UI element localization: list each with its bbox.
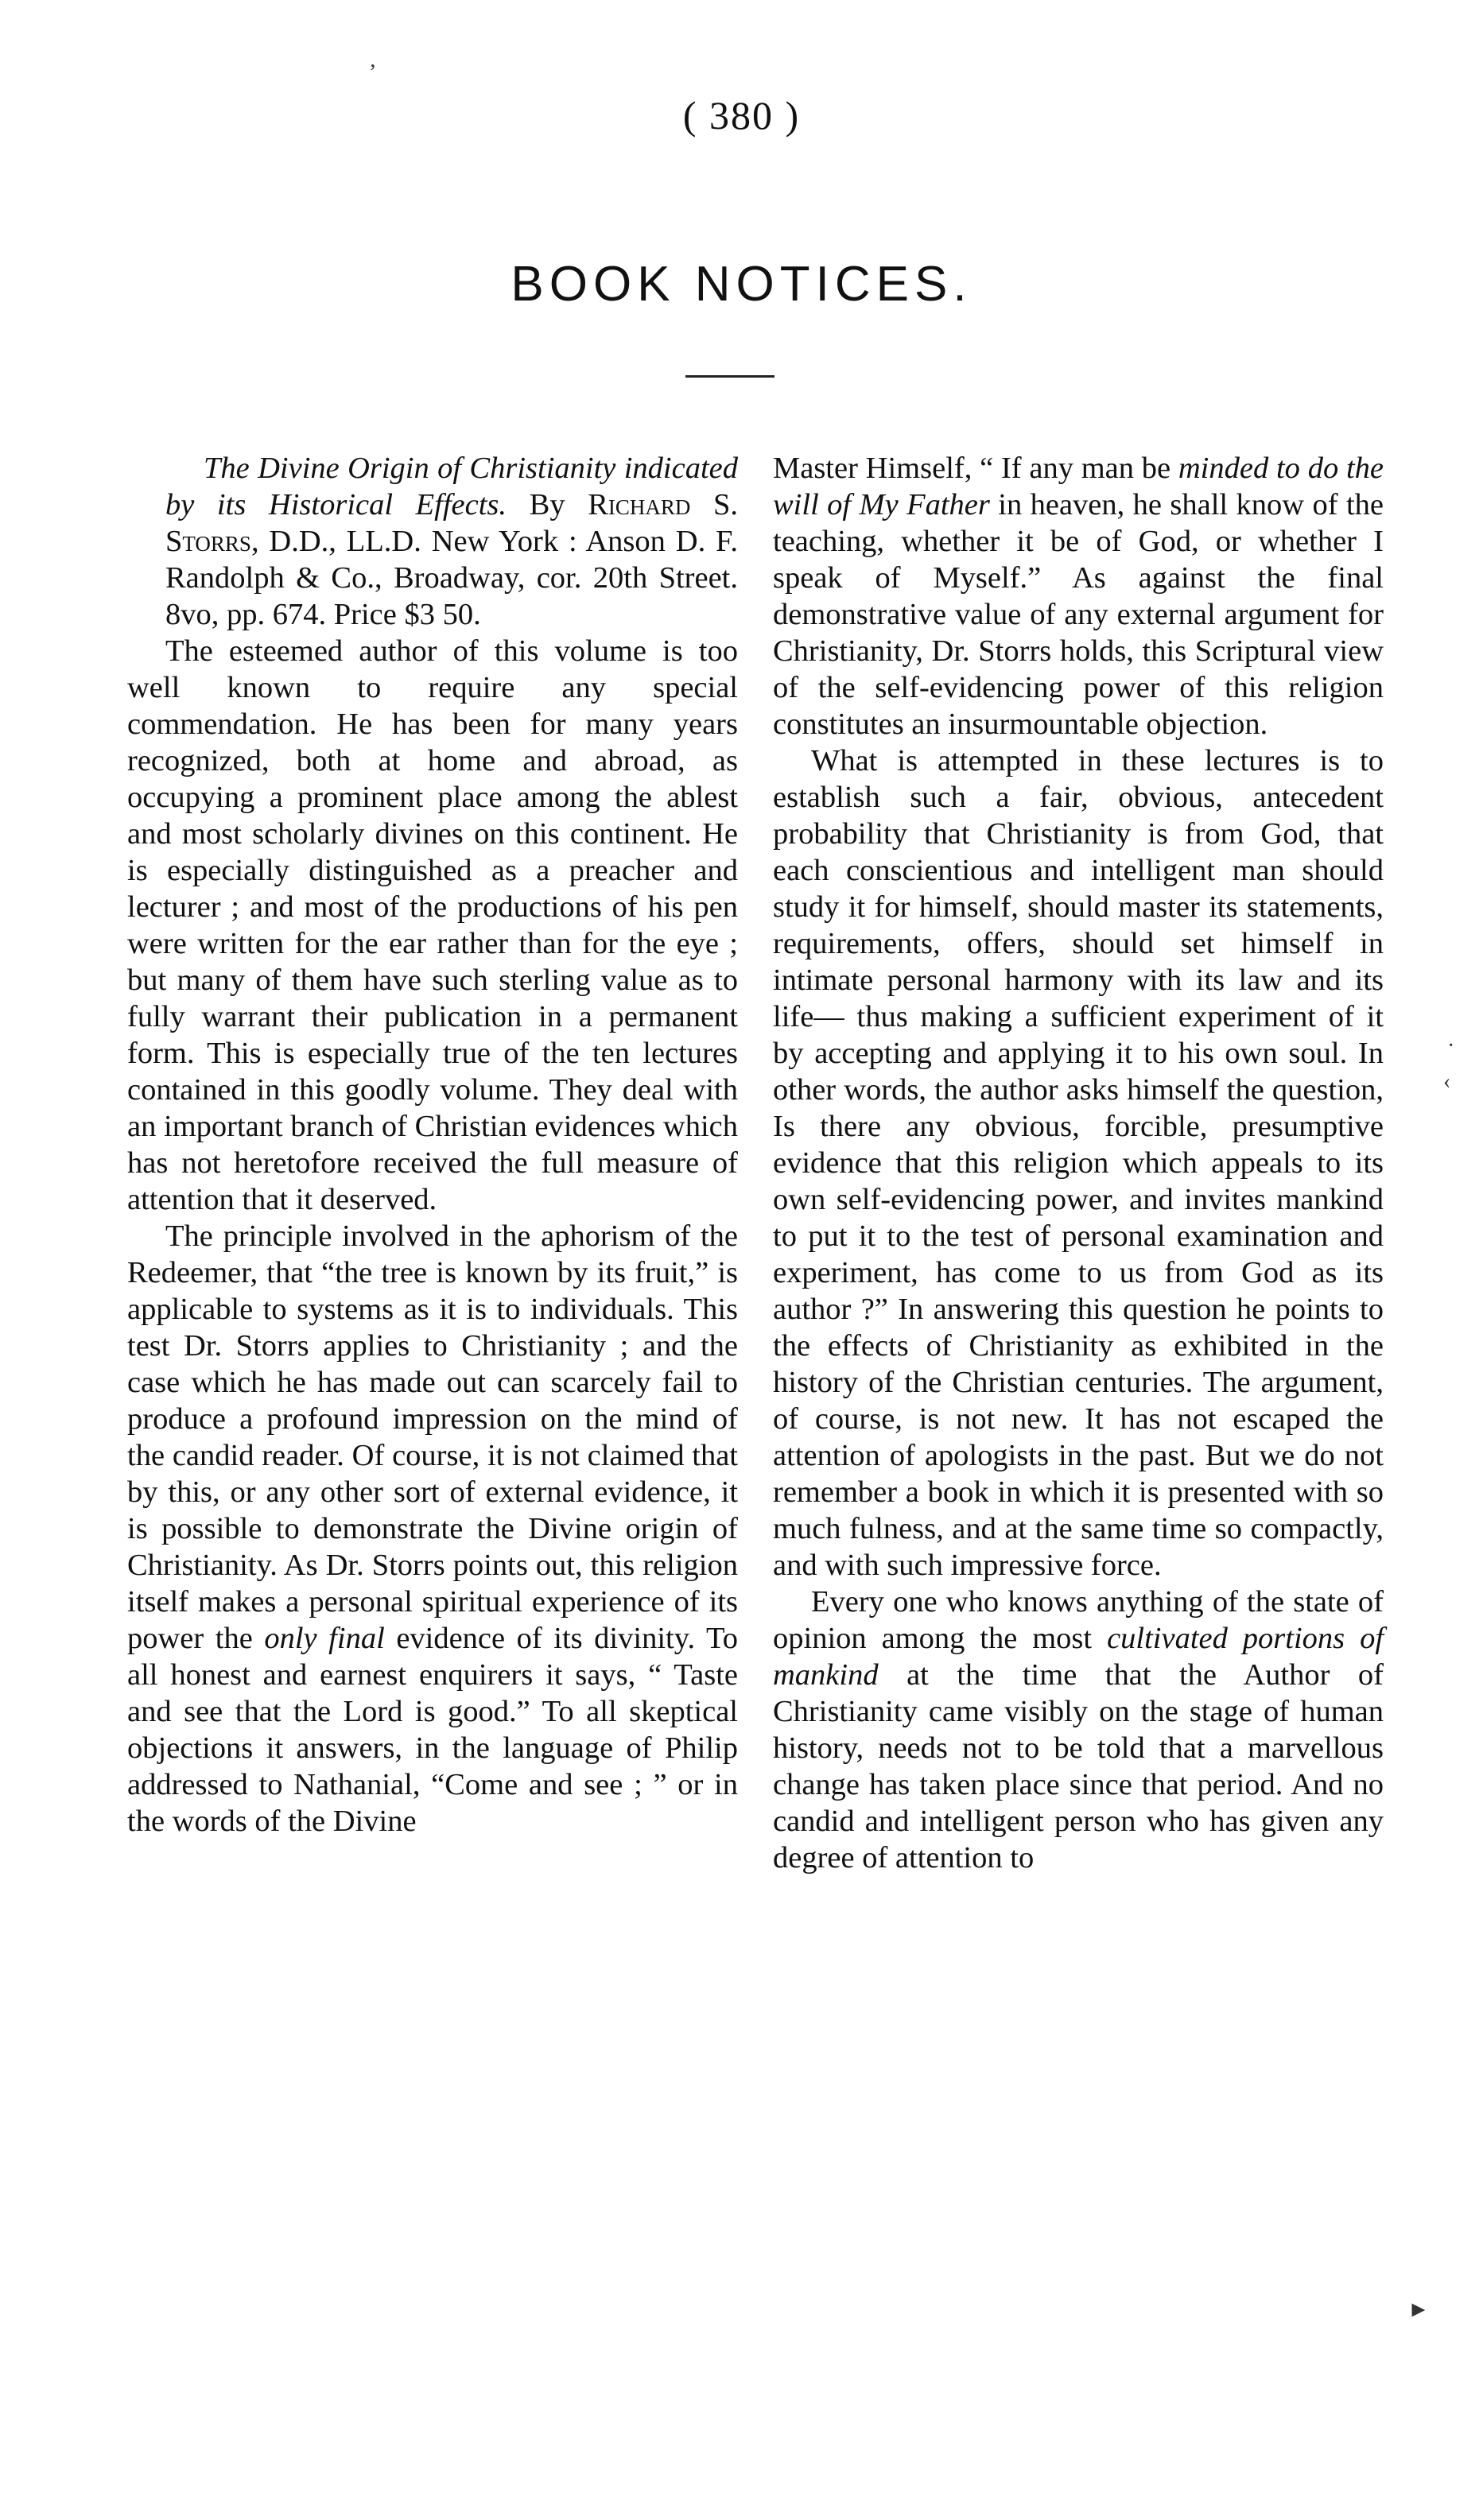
scan-speck: ‚	[369, 48, 377, 72]
paragraph-text: at the time that the Author of Christianity came visibly on the stage of human history, needs not to be told that a marvellous change has taken place since that period. And no candid and intelligent person who has given any degree of attention to	[773, 1658, 1384, 1874]
paragraph	[773, 450, 1384, 742]
publication-details: New York : Anson D. F. Randolph & Co., Broadway, cor. 20th Street. 8vo, pp. 674. Price $3 50.	[165, 525, 739, 631]
title-divider	[685, 375, 774, 378]
emphasis: minded to do the will of My Father	[773, 452, 1384, 521]
book-author: Richard S. Storrs, D.D., LL.D.	[165, 488, 739, 558]
paragraph: The esteemed author of this volume is too well known to require any special commendation. He has been for many years recognized, both at home and abroad, as occupying a prominent place among the ablest and most scholarly divines on this continent. He is especially distinguished as a preacher and lecturer ; and most of the productions of his pen were written for the ear rather than for the eye ; but many of them have such sterling value as to fully warrant their publication in a permanent form. This is especially true of the ten lectures contained in this goodly volume. They deal with an important branch of Christian evidences which has not heretofore received the full measure of attention that it deserved.	[127, 634, 738, 1216]
left-column	[127, 450, 738, 1840]
book-citation	[127, 450, 738, 633]
emphasis: only final	[264, 1622, 385, 1655]
scan-speck: ►	[1407, 2297, 1430, 2322]
paragraph: What is attempted in these lectures is to establish such a fair, obvious, antecedent probability that Christianity is from God, that each conscientious and intelligent man should study it for himself, should master its statements, requirements, offers, should set himself in intimate personal harmony with its law and its life— thus making a sufficient experiment of it by accepting and applying it to his own soul. In other words, the author asks himself the question, Is there any obvious, forcible, presumptive evidence that this religion which appeals to its own self-evidencing power, and invites mankind to put it to the test of personal examination and experiment, has come to us from God as its author ?” In answering this question he points to the effects of Christianity as exhibited in the history of the Christian centuries. The argument, of course, is not new. It has not escaped the attention of apologists in the past. But we do not remember a book in which it is presented with so much fulness, and at the same time so compactly, and with such impressive force.	[773, 744, 1384, 1582]
paragraph-text: The principle involved in the aphorism of the Redeemer, that “the tree is known by its fruit,” is applicable to systems as it is to individuals. This test Dr. Storrs applies to Christianity ; and the case which he has made out can scarcely fail to produce a profound impression on the mind of the candid reader. Of course, it is not claimed that by this, or any other sort of external evidence, it is possible to demonstrate the Divine origin of Christianity. As Dr. Storrs points out, this religion itself makes a personal spiritual experience of its power the	[127, 1219, 738, 1655]
scan-speck: ·	[1447, 1033, 1455, 1058]
scan-speck: ‹	[1443, 1069, 1451, 1094]
book-title: The Divine Origin of Christianity indicated by its Historical Effects.	[165, 452, 738, 521]
paragraph-text: in heaven, he shall know of the teaching, whether it be of God, or whether I speak of Myself.” As against the final demonstrative value of any external argument for Christianity, Dr. Storrs holds, this Scriptural view of the self-evidencing power of this religion constitutes an insurmountable objection.	[773, 488, 1384, 741]
paragraph	[773, 1584, 1384, 1876]
by-word: By	[529, 488, 565, 521]
paragraph-text: Every one who knows anything of the state of opinion among the most	[773, 1585, 1384, 1655]
right-column	[773, 450, 1384, 1876]
section-title: BOOK NOTICES.	[511, 257, 972, 312]
paragraph-text: Master Himself, “ If any man be	[773, 452, 1171, 485]
page-number: ( 380 )	[682, 93, 801, 138]
paragraph	[127, 1218, 738, 1840]
emphasis: cultivated portions of mankind	[773, 1622, 1384, 1692]
paragraph-text: evidence of its divinity. To all honest and earnest enquirers it says, “ Taste and see that the Lord is good.” To all skeptical objections it answers, in the language of Philip addressed to Nathanial, “Come and see ; ” or in the words of the Divine	[127, 1622, 739, 1838]
